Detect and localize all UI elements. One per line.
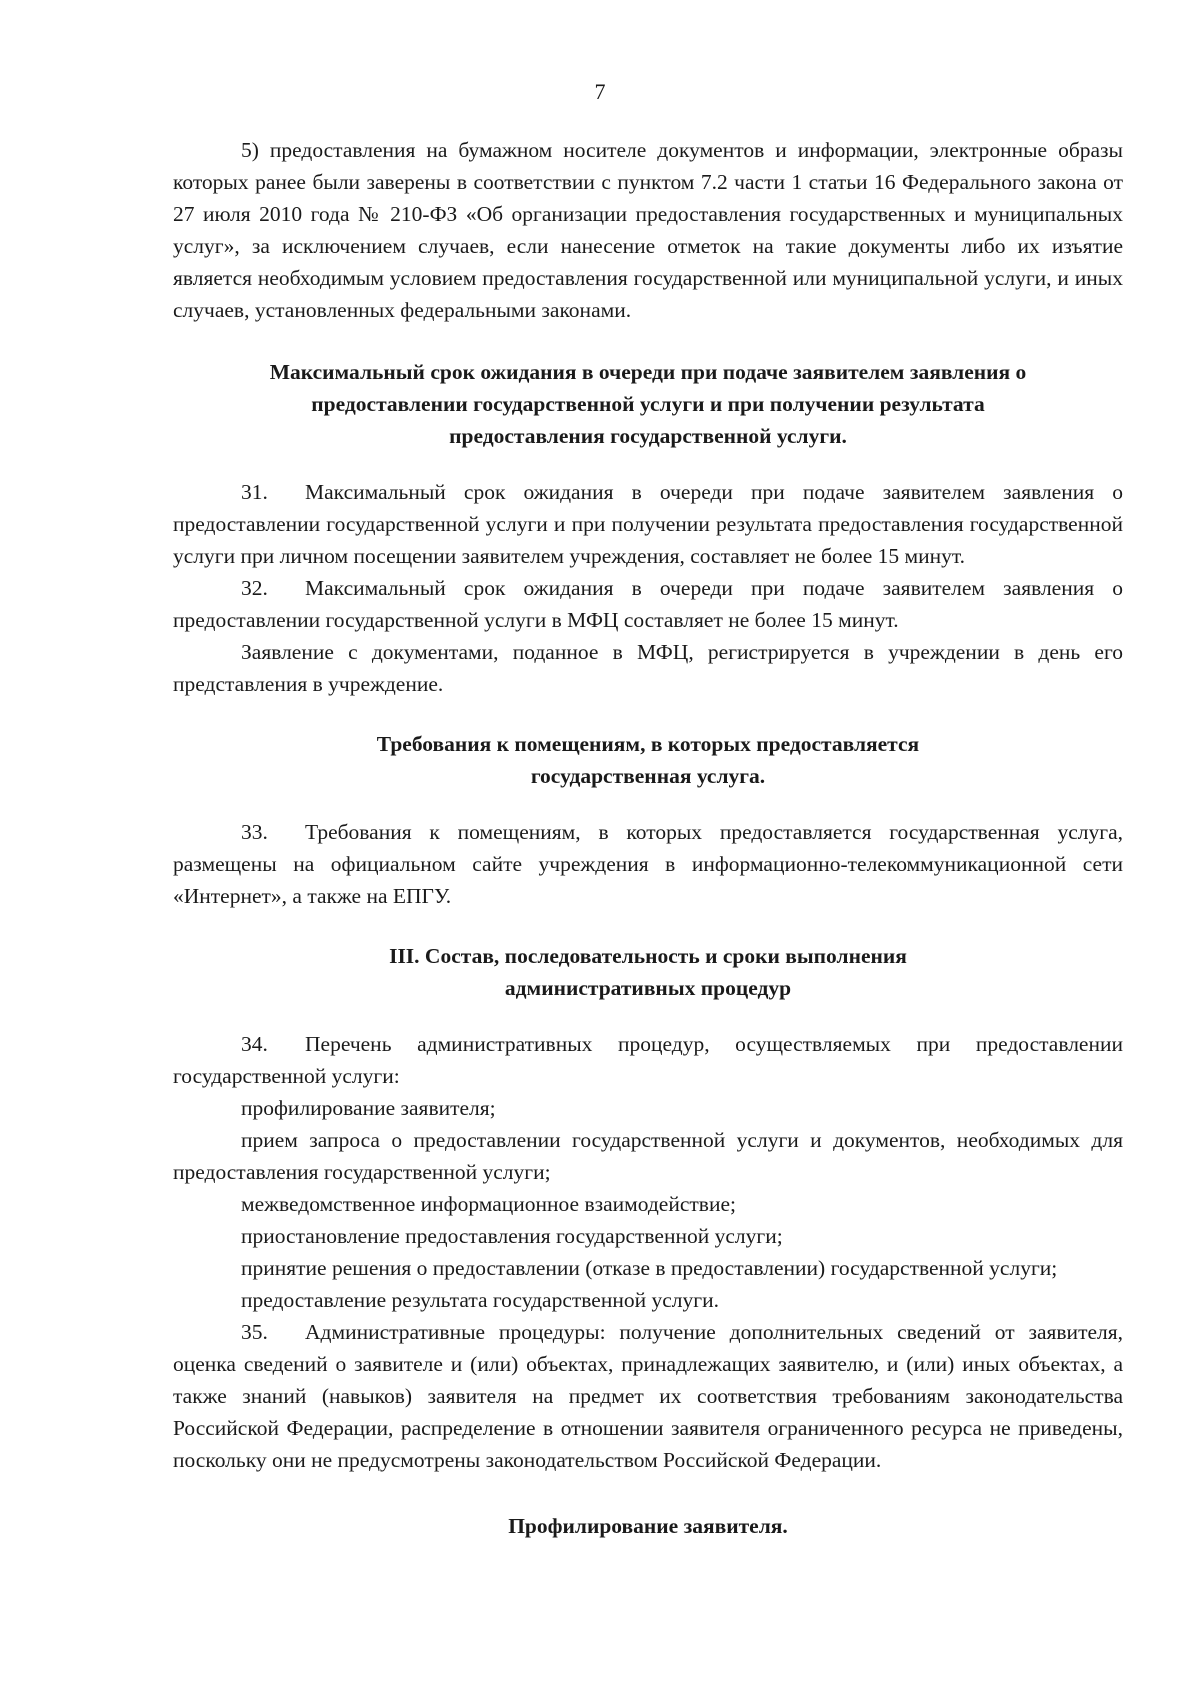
paragraph-33 (173, 816, 1123, 912)
heading-line: Профилирование заявителя. (508, 1514, 788, 1538)
paragraph-35 (173, 1316, 1123, 1476)
heading-profiling (173, 1510, 1123, 1542)
paragraph-32-continuation: Заявление с документами, поданное в МФЦ, регистрируется в учреждении в день его представления в учреждение. (173, 640, 1123, 696)
paragraph-34 (173, 1028, 1123, 1092)
paragraph-text: Требования к помещениям, в которых предоставляется государственная услуга, размещены на официальном сайте учреждения в информационно-телекоммуникационной сети «Интернет», а также на ЕПГУ. (173, 820, 1123, 908)
heading-line: Требования к помещениям, в которых предоставляется (376, 732, 920, 756)
paragraph-number: 34. (241, 1032, 268, 1056)
heading-line: предоставления государственной услуги. (449, 424, 847, 448)
paragraph-number: 32. (241, 576, 268, 600)
paragraph-text: Перечень административных процедур, осуществляемых при предоставлении государственной услуги: (173, 1032, 1123, 1088)
document-body (173, 134, 1123, 1566)
procedure-item: принятие решения о предоставлении (отказе в предоставлении) государственной услуги; (241, 1256, 1058, 1280)
heading-line: III. Состав, последовательность и сроки выполнения (389, 944, 907, 968)
heading-line: предоставлении государственной услуги и при получении результата (311, 392, 985, 416)
heading-premises (173, 728, 1123, 792)
paragraph-text: Максимальный срок ожидания в очереди при подаче заявителем заявления о предоставлении государственной услуги и при получении результата предоставления государственной услуги при личном посещении заявителем учреждения, составляет не более 15 минут. (173, 480, 1123, 568)
paragraph-text: Административные процедуры: получение дополнительных сведений от заявителя, оценка сведений о заявителе и (или) объектах, принадлежащих заявителю, и (или) иных объектах, а также знаний (навыков) заявителя на предмет их соответствия требованиям законодательства Российской Федерации, распределение в отношении заявителя ограниченного ресурса не приведены, поскольку они не предусмотрены законодательством Российской Федерации. (173, 1320, 1123, 1472)
paragraph-number: 31. (241, 480, 268, 504)
procedure-item: межведомственное информационное взаимодействие; (241, 1192, 736, 1216)
procedure-item: прием запроса о предоставлении государственной услуги и документов, необходимых для предоставления государственной услуги; (173, 1128, 1123, 1184)
procedure-item: предоставление результата государственной услуги. (241, 1288, 719, 1312)
paragraph-number: 33. (241, 820, 268, 844)
heading-line: государственная услуга. (530, 764, 766, 788)
heading-line: административных процедур (504, 976, 792, 1000)
heading-waiting-time (173, 356, 1123, 452)
paragraph-32 (173, 572, 1123, 636)
procedure-item: приостановление предоставления государственной услуги; (241, 1224, 783, 1248)
heading-procedures (173, 940, 1123, 1004)
page-number: 7 (594, 79, 606, 104)
procedure-item: профилирование заявителя; (241, 1096, 496, 1120)
paragraph-31 (173, 476, 1123, 572)
paragraph-number: 35. (241, 1320, 268, 1344)
paragraph-text: Максимальный срок ожидания в очереди при подаче заявителем заявления о предоставлении государственной услуги в МФЦ составляет не более 15 минут. (173, 576, 1123, 632)
heading-line: Максимальный срок ожидания в очереди при подаче заявителем заявления о (269, 360, 1027, 384)
intro-paragraph: 5) предоставления на бумажном носителе документов и информации, электронные образы которых ранее были заверены в соответствии с пунктом 7.2 части 1 статьи 16 Федерального закона от 27 июля 2010 года № 210-ФЗ «Об организации предоставления государственных и муниципальных услуг», за исключением случаев, если нанесение отметок на такие документы либо их изъятие является необходимым условием предоставления государственной или муниципальной услуги, и иных случаев, установленных федеральными законами. (173, 138, 1123, 322)
